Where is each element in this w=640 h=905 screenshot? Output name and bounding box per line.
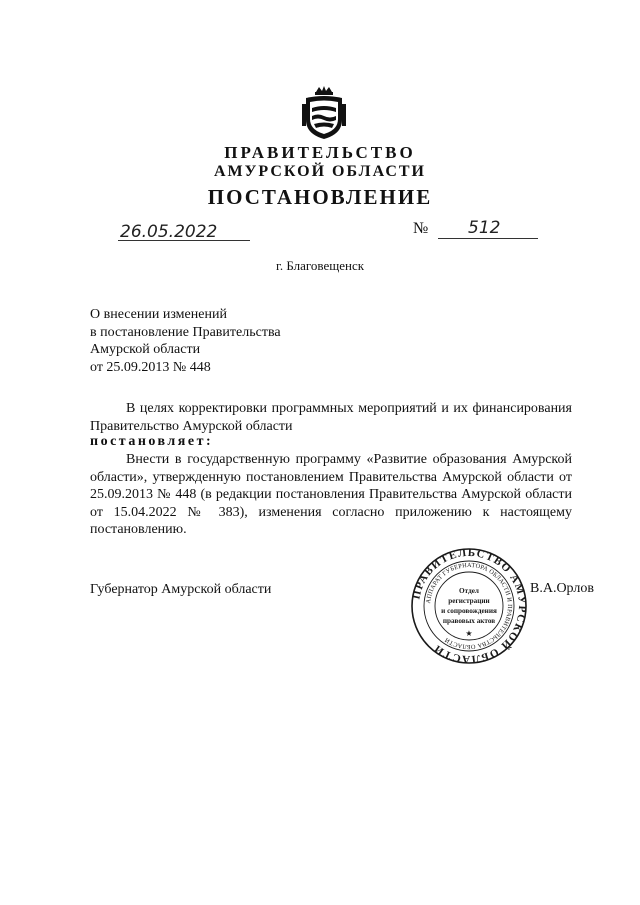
preamble-paragraph: В целях корректировки программных мероприятий и их финансирования Правительство Амурской области: [90, 401, 572, 434]
city: г. Благовещенск: [275, 258, 365, 273]
number-underline: [438, 238, 538, 239]
subject-line: О внесении изменений: [90, 307, 227, 322]
subject-line: в постановление Правительства: [90, 324, 281, 340]
stamp-inner-ring-text: АППАРАТ ГУБЕРНАТОРА ОБЛАСТИ И ПРАВИТЕЛЬСТВА ОБЛАСТИ: [425, 561, 514, 651]
official-stamp: [410, 547, 528, 665]
decree-word: постановляет:: [90, 434, 214, 449]
stamp-center-line: правовых актов: [442, 617, 496, 625]
coat-of-arms-icon: [301, 86, 347, 140]
government-title: ПРАВИТЕЛЬСТВО: [224, 143, 416, 162]
signatory-position: Губернатор Амурской области: [90, 582, 272, 597]
subject-line: Амурской области: [90, 342, 201, 357]
document-number: 512: [468, 218, 501, 238]
region-title: АМУРСКОЙ ОБЛАСТИ: [214, 163, 426, 180]
stamp-center-line: и сопровождения: [441, 607, 497, 615]
star-icon: ★: [465, 629, 473, 638]
stamp-outer-text: ПРАВИТЕЛЬСТВО АМУРСКОЙ ОБЛАСТИ: [410, 547, 528, 665]
document-type-title: ПОСТАНОВЛЕНИЕ: [207, 185, 433, 209]
decree-paragraph: Внести в государственную программу «Развитие образования Амурской области», утвержденную постановлением Правительства Амурской области от 25.09.2013 № 448 (в редакции постановления Правительства Амурской области от 15.04.2022 № 383), изменения согласно приложению к настоящему постановлению.: [90, 452, 572, 538]
signatory-name: В.А.Орлов: [530, 581, 594, 596]
document-subject: [90, 306, 281, 376]
number-label: №: [413, 220, 429, 237]
stamp-center-line: регистрации: [448, 597, 490, 605]
stamp-center-line: Отдел: [459, 587, 479, 595]
document-date: 26.05.2022: [120, 222, 218, 242]
subject-line: от 25.09.2013 № 448: [90, 359, 211, 375]
